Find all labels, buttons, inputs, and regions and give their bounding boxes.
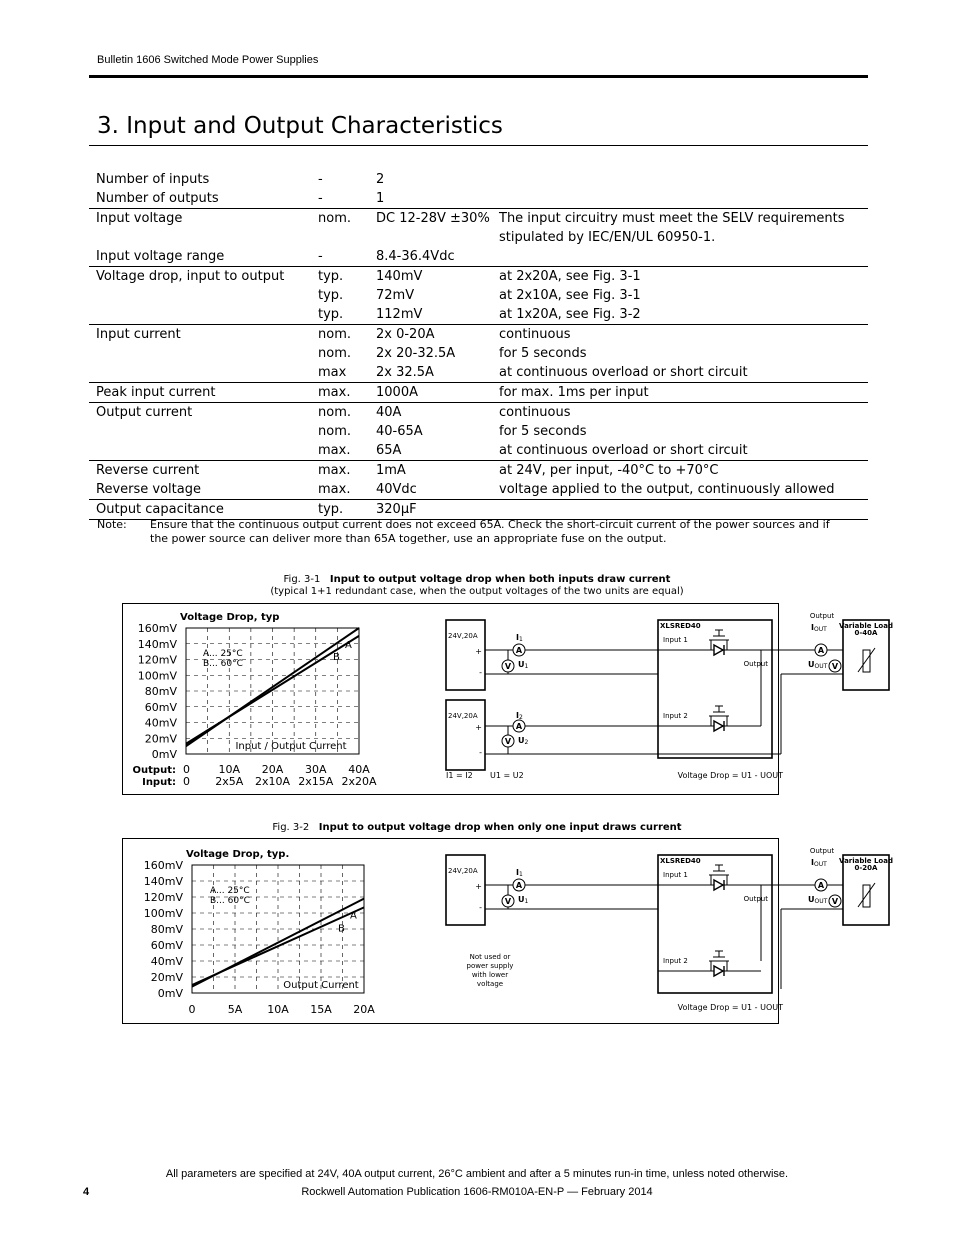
current-label-i1: I1 <box>516 868 523 878</box>
spec-note: continuous <box>499 325 868 345</box>
output-meter-title: Output <box>809 612 835 620</box>
spec-note: at 2x10A, see Fig. 3-1 <box>499 288 641 303</box>
source-1-minus: - <box>479 668 482 677</box>
spec-param: Voltage drop, input to output <box>89 267 318 287</box>
spec-row <box>89 286 868 305</box>
source-1-label: 24V,20A <box>448 632 478 640</box>
source-1-plus: + <box>475 882 482 891</box>
spec-note <box>499 500 868 520</box>
spec-condition: typ. <box>318 267 376 287</box>
spec-note <box>499 247 868 267</box>
ammeter-1-letter: A <box>515 881 523 890</box>
source-2-plus: + <box>475 723 482 732</box>
spec-param: Reverse voltage <box>96 482 201 497</box>
y-tick-label: 60mV <box>144 700 177 714</box>
spec-note <box>499 170 868 189</box>
page-number: 4 <box>83 1186 90 1198</box>
source-1-plus: + <box>475 647 482 656</box>
spec-param: Output current <box>89 403 318 423</box>
current-label-i1: I1 <box>516 633 523 643</box>
x-tick-label: 0 <box>188 1003 196 1016</box>
footer-note: All parameters are specified at 24V, 40A output current, 26°C ambient and after a 5 minutes run-in time, unless noted otherwise. <box>165 1168 789 1180</box>
device-name: XLSRED40 <box>660 622 701 630</box>
spec-condition: max. <box>318 461 376 481</box>
fig1-subtitle: (typical 1+1 redundant case, when the output voltages of the two units are equal) <box>270 586 684 597</box>
y-tick-label: 40mV <box>144 716 177 730</box>
chart-title: Voltage Drop, typ <box>180 612 280 623</box>
x-tick-label-input: 2x5A <box>215 775 244 788</box>
legend-entry: B... 60°C <box>210 896 250 906</box>
spec-condition: nom. <box>318 424 351 439</box>
x-tick-label: 5A <box>227 1003 243 1016</box>
spec-note: for 5 seconds <box>499 424 587 439</box>
spec-condition: typ. <box>318 288 344 303</box>
input-2-label: Input 2 <box>663 712 688 720</box>
x-tick-label-input: 2x15A <box>298 775 334 788</box>
spec-param <box>89 363 318 383</box>
voltage-label-u2: U2 <box>518 736 529 746</box>
running-header: Bulletin 1606 Switched Mode Power Supplies <box>97 54 319 66</box>
fig2-box <box>122 838 893 1024</box>
spec-row <box>89 209 868 248</box>
spec-value: 40A <box>376 403 499 423</box>
spec-value: 1mA <box>376 461 499 481</box>
x-tick-label-input: 2x20A <box>341 775 377 788</box>
note-text: Ensure that the continuous output current does not exceed 65A. Check the short-circuit current of the power sources and if the power source can deliver more than 65A together, use an appropriate fuse on the output. <box>150 518 830 545</box>
spec-note: at continuous overload or short circuit <box>499 365 748 380</box>
spec-condition: nom. <box>318 346 351 361</box>
equation-voltage-drop: Voltage Drop = U1 - UOUT <box>677 1003 783 1012</box>
spec-param <box>89 305 318 325</box>
spec-note: for 5 seconds <box>499 346 587 361</box>
current-label-iout: IOUT <box>811 858 827 868</box>
spec-row <box>89 461 868 481</box>
fig2-title: Input to output voltage drop when only one input draws current <box>318 822 682 833</box>
footer-publication: Rockwell Automation Publication 1606-RM010A-EN-P — February 2014 <box>301 1186 653 1198</box>
fig1-caption <box>0 574 954 585</box>
spec-row <box>89 363 868 383</box>
spec-value: 320μF <box>376 500 499 520</box>
title-rule <box>89 145 868 146</box>
source-2-block <box>446 700 485 770</box>
y-tick-label: 160mV <box>137 622 177 635</box>
y-tick-label: 120mV <box>143 891 183 904</box>
spec-param <box>89 286 318 305</box>
x-axis-label: Input / Output Current <box>235 741 347 752</box>
x-tick-label-output: 20A <box>261 763 284 776</box>
legend-entry: B... 60°C <box>203 659 243 669</box>
spec-param: Number of inputs <box>96 172 210 187</box>
header-rule <box>89 75 868 78</box>
unused-source-label: power supply <box>466 962 514 970</box>
spec-condition: typ. <box>318 307 344 322</box>
spec-row <box>89 325 868 345</box>
y-tick-label: 80mV <box>150 923 183 936</box>
voltage-label-uout: UOUT <box>808 660 828 670</box>
voltage-label-u1: U1 <box>518 660 529 670</box>
x-tick-label-output: 40A <box>348 763 370 776</box>
load-resistor <box>863 885 870 907</box>
y-tick-label: 0mV <box>151 748 177 761</box>
spec-row <box>89 170 868 189</box>
spec-value: 2x 20-32.5A <box>376 346 456 361</box>
spec-condition: nom. <box>318 403 376 423</box>
voltmeter-out-letter: V <box>831 662 839 671</box>
y-tick-label: 100mV <box>137 669 177 683</box>
fig2-chart <box>123 839 423 1023</box>
input-2-label: Input 2 <box>663 957 688 965</box>
x-axis-input-label: Input: <box>142 777 176 788</box>
spec-value: 1000A <box>376 383 499 403</box>
spec-value: 112mV <box>376 307 423 322</box>
spec-param: Reverse current <box>89 461 318 481</box>
voltmeter-1-letter: V <box>504 897 512 906</box>
section-title: 3. Input and Output Characteristics <box>97 113 503 139</box>
spec-note: voltage applied to the output, continuously allowed <box>499 482 835 497</box>
x-tick-label: 15A <box>310 1003 332 1016</box>
y-tick-label: 20mV <box>144 732 177 746</box>
spec-row <box>89 189 868 209</box>
spec-condition: typ. <box>318 500 376 520</box>
legend-entry: A... 25°C <box>210 886 250 896</box>
y-tick-label: 20mV <box>150 971 183 984</box>
spec-note <box>499 189 868 209</box>
current-label-i2: I2 <box>516 711 523 721</box>
spec-note: The input circuitry must meet the SELV requirements stipulated by IEC/EN/UL 60950-1. <box>499 209 868 248</box>
voltmeter-1-letter: V <box>504 662 512 671</box>
spec-condition: - <box>318 249 323 264</box>
x-tick-label-input: 2x10A <box>254 775 291 788</box>
device-name: XLSRED40 <box>660 857 701 865</box>
spec-row <box>89 403 868 423</box>
series-label-B: B <box>333 651 340 663</box>
series-label-A: A <box>350 910 357 922</box>
spec-note: at 2x20A, see Fig. 3-1 <box>499 267 868 287</box>
spec-row <box>89 383 868 403</box>
spec-row <box>89 305 868 325</box>
load-label-2: 0-20A <box>854 864 878 872</box>
voltmeter-2-letter: V <box>504 737 512 746</box>
voltage-label-u1: U1 <box>518 895 529 905</box>
output-label: Output <box>743 895 768 903</box>
x-tick-label-input: 0 <box>183 775 190 788</box>
y-tick-label: 140mV <box>143 875 183 888</box>
series-label-B: B <box>338 923 345 935</box>
unused-source-label: Not used or <box>469 953 511 961</box>
fig2-caption <box>0 822 954 833</box>
spec-row <box>89 422 868 441</box>
fig1-title: Input to output voltage drop when both inputs draw current <box>329 574 671 585</box>
legend-entry: A... 25°C <box>203 649 243 659</box>
spec-value: 2x 0-20A <box>376 325 499 345</box>
spec-param: Input current <box>89 325 318 345</box>
current-label-iout: IOUT <box>811 623 827 633</box>
spec-param <box>89 344 318 363</box>
unused-source-label: with lower <box>471 971 509 979</box>
load-label-1: Variable Load <box>839 622 893 630</box>
spec-row <box>89 344 868 363</box>
spec-condition: max <box>318 365 347 380</box>
load-label-1: Variable Load <box>839 857 893 865</box>
spec-condition: nom. <box>318 209 376 248</box>
spec-note: at 24V, per input, -40°C to +70°C <box>499 461 868 481</box>
chart-title: Voltage Drop, typ. <box>186 849 290 860</box>
spec-value: 1 <box>376 191 385 206</box>
fig1-chart <box>123 604 423 794</box>
spec-condition: max. <box>318 383 376 403</box>
y-tick-label: 160mV <box>143 859 183 872</box>
spec-row <box>89 480 868 500</box>
spec-param: Number of outputs <box>96 191 219 206</box>
x-tick-label: 10A <box>267 1003 289 1016</box>
input-1-label: Input 1 <box>663 636 688 644</box>
fig2-number: Fig. 3-2 <box>272 822 310 833</box>
y-tick-label: 80mV <box>144 685 177 698</box>
spec-param: Input voltage range <box>96 249 225 264</box>
spec-note: for max. 1ms per input <box>499 383 868 403</box>
source-2-minus: - <box>479 748 482 757</box>
spec-condition: - <box>318 191 323 206</box>
series-label-A: A <box>345 640 352 651</box>
y-tick-label: 0mV <box>157 987 183 1000</box>
y-tick-label: 120mV <box>137 653 177 667</box>
source-2-label: 24V,20A <box>448 712 478 720</box>
spec-value: 140mV <box>376 267 499 287</box>
equation-voltage-drop: Voltage Drop = U1 - UOUT <box>677 771 783 780</box>
y-tick-label: 60mV <box>150 939 183 952</box>
x-tick-label: 20A <box>353 1003 375 1016</box>
voltmeter-out-letter: V <box>831 897 839 906</box>
x-axis-output-label: Output: <box>132 765 176 776</box>
spec-param <box>89 422 318 441</box>
spec-value: 65A <box>376 443 402 458</box>
input-1-label: Input 1 <box>663 871 688 879</box>
spec-param: Output capacitance <box>89 500 318 520</box>
y-tick-label: 140mV <box>137 637 177 651</box>
spec-condition: max. <box>318 443 351 458</box>
spec-value: DC 12-28V ±30% <box>376 209 499 248</box>
spec-value: 40Vdc <box>376 482 417 497</box>
spec-condition: - <box>318 172 323 187</box>
voltage-label-uout: UOUT <box>808 895 828 905</box>
spec-row <box>89 267 868 287</box>
ammeter-1-letter: A <box>515 646 523 655</box>
series-line-B <box>192 907 364 985</box>
spec-param: Peak input current <box>89 383 318 403</box>
equation-currents: I1 = I2 <box>446 771 473 780</box>
load-label-2: 0-40A <box>854 629 878 637</box>
output-meter-title: Output <box>809 847 835 855</box>
fig2-schematic <box>438 839 893 1023</box>
source-1-label: 24V,20A <box>448 867 478 875</box>
spec-param <box>89 441 318 461</box>
ammeter-out-letter: A <box>817 646 825 655</box>
fig1-schematic <box>438 604 893 794</box>
output-label: Output <box>743 660 768 668</box>
note-label: Note: <box>97 518 127 531</box>
spec-condition: nom. <box>318 325 376 345</box>
unused-source-label: voltage <box>476 980 504 988</box>
y-tick-label: 40mV <box>150 955 183 968</box>
spec-param: Input voltage <box>89 209 318 248</box>
spec-note: continuous <box>499 403 868 423</box>
x-tick-label-output: 30A <box>304 763 327 776</box>
spec-value: 72mV <box>376 288 415 303</box>
spec-value: 8.4-36.4Vdc <box>376 249 455 264</box>
spec-value: 2x 32.5A <box>376 365 434 380</box>
spec-value: 40-65A <box>376 424 423 439</box>
x-tick-label-output: 10A <box>218 763 241 776</box>
spec-note: at continuous overload or short circuit <box>499 443 748 458</box>
x-tick-label-output: 0 <box>183 763 190 776</box>
ammeter-out-letter: A <box>817 881 825 890</box>
fig1-number: Fig. 3-1 <box>283 574 321 585</box>
source-1-minus: - <box>479 903 482 912</box>
y-tick-label: 100mV <box>143 907 183 920</box>
ammeter-2-letter: A <box>515 722 523 731</box>
equation-voltages: U1 = U2 <box>490 771 524 780</box>
spec-value: 2 <box>376 172 385 187</box>
x-axis-label: Output Current <box>283 980 359 991</box>
spec-row <box>89 247 868 267</box>
spec-table <box>89 170 868 520</box>
fig1-box <box>122 603 893 795</box>
load-resistor <box>863 650 870 672</box>
spec-row <box>89 441 868 461</box>
spec-condition: max. <box>318 482 351 497</box>
spec-note: at 1x20A, see Fig. 3-2 <box>499 307 641 322</box>
spec-row <box>89 500 868 520</box>
